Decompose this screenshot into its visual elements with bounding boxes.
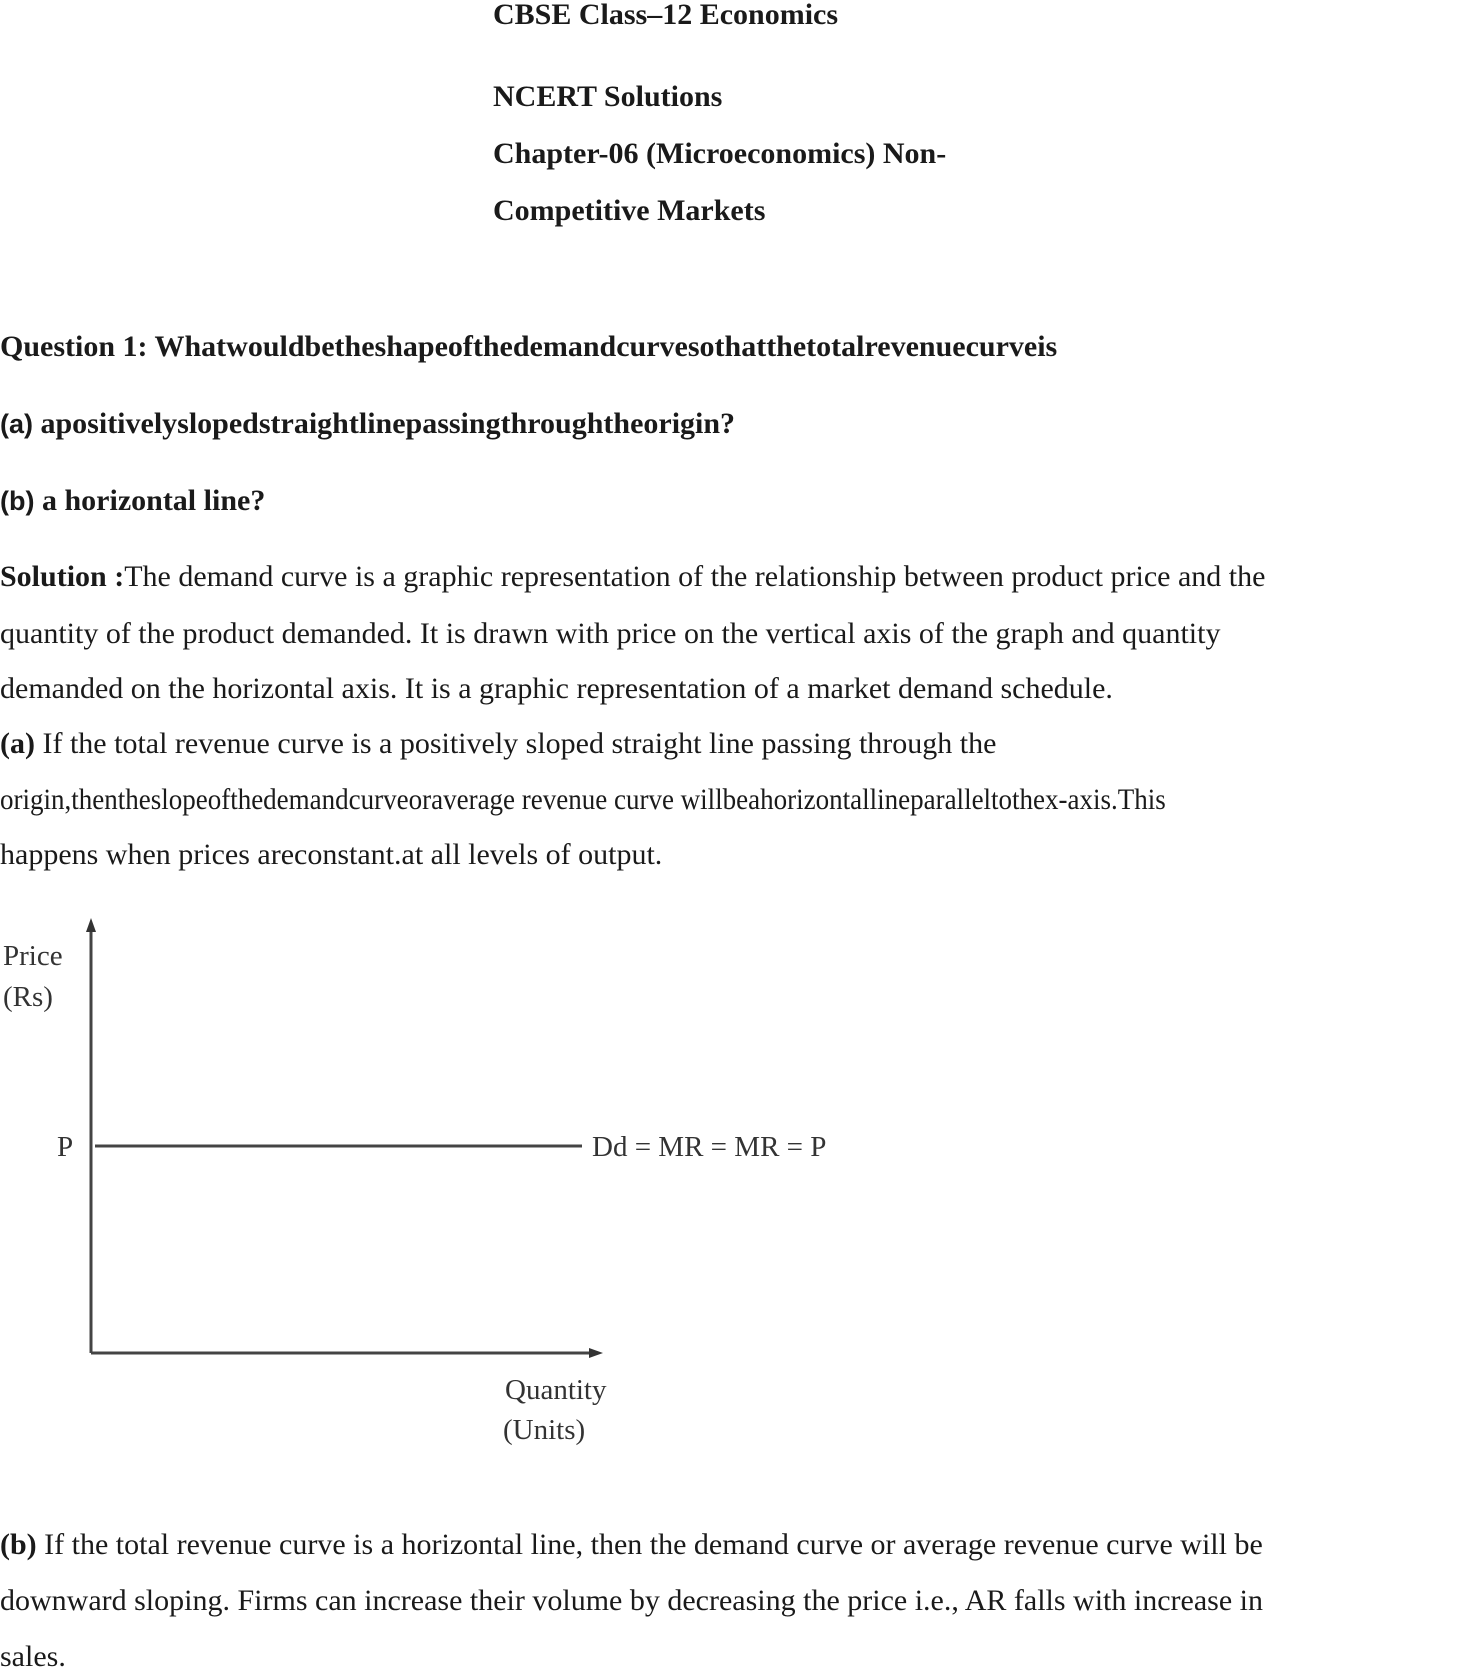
doc-subtitle: NCERT Solutions: [493, 80, 723, 113]
y-axis-label: Price: [3, 940, 63, 972]
solution-a-label: (a): [0, 727, 35, 760]
solution-text: The demand curve is a graphic representation of the relationship between product price and the: [124, 560, 1266, 593]
price-tick-label: P: [57, 1131, 74, 1163]
solution-line-2: quantity of the product demanded. It is drawn with price on the vertical axis of the graph and quantity: [0, 617, 1221, 650]
solution-b-line-1: [0, 1530, 1263, 1560]
solution-b-line-3: sales.: [0, 1640, 66, 1667]
demand-line-label: Dd = MR = MR = P: [592, 1131, 827, 1163]
solution-b-text: If the total revenue curve is a horizontal line, then the demand curve or average revenue curve will be: [44, 1528, 1263, 1561]
solution-b-label: (b): [0, 1528, 37, 1561]
part-b-label: (b): [0, 486, 35, 516]
y-axis-unit: (Rs): [3, 981, 53, 1013]
chapter-title-cont: Competitive Markets: [493, 194, 766, 227]
x-axis-arrow-icon: [589, 1348, 603, 1358]
y-axis-arrow-icon: [86, 918, 96, 932]
solution-line-3: demanded on the horizontal axis. It is a graphic representation of a market demand schedule.: [0, 672, 1113, 705]
x-axis-unit: (Units): [503, 1414, 586, 1446]
x-axis-label: Quantity: [505, 1374, 607, 1406]
part-a-label: (a): [0, 409, 33, 439]
part-a-text: apositivelyslopedstraightlinepassingthroughtheorigin?: [40, 407, 736, 440]
question-text: Whatwouldbetheshapeofthedemandcurvesothatthetotalrevenuecurveis: [154, 330, 1058, 363]
solution-a-line-3: happens when prices areconstant.at all levels of output.: [0, 838, 663, 871]
question-label: Question 1:: [0, 330, 148, 363]
solution-a-text: If the total revenue curve is a positively sloped straight line passing through the: [42, 727, 997, 760]
solution-b-line-2: downward sloping. Firms can increase their volume by decreasing the price i.e., AR falls with increase in: [0, 1584, 1263, 1617]
doc-title: CBSE Class–12 Economics: [493, 0, 839, 31]
chapter-title: Chapter-06 (Microeconomics) Non-: [493, 137, 947, 170]
part-b-text: a horizontal line?: [41, 484, 266, 517]
solution-label: Solution :: [0, 560, 125, 593]
solution-a-text-2: origin,thentheslopeofthedemandcurveoraverage revenue curve willbeahorizontallineparalleltothex-axis.This: [0, 783, 1166, 816]
